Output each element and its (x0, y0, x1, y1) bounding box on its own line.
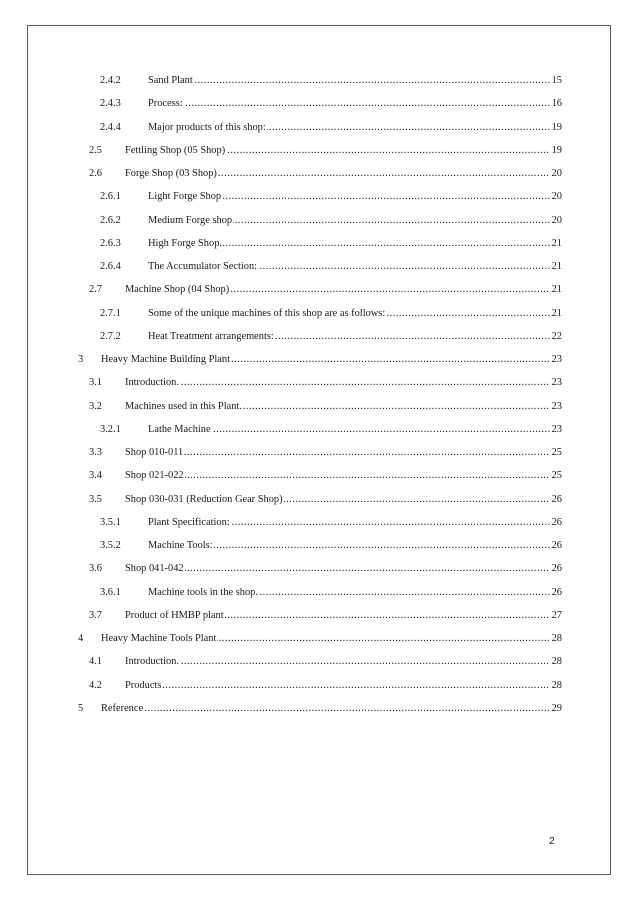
toc-entry-number: 2.6.4 (100, 261, 121, 272)
toc-entry-title: Products (125, 679, 162, 691)
toc-entry[interactable] (78, 516, 562, 539)
toc-entry-title-leader (125, 144, 550, 158)
toc-entry-page: 26 (551, 516, 562, 528)
toc-entry-page: 20 (551, 214, 562, 226)
toc-entry-number: 2.4.3 (100, 98, 121, 110)
toc-entry[interactable] (78, 609, 562, 632)
toc-entry-title: Process: (148, 98, 183, 110)
toc-entry[interactable] (78, 260, 562, 283)
toc-entry-number: 3.2.1 (100, 423, 121, 435)
toc-entry-number: 2.4.2 (100, 75, 121, 86)
toc-entry-title: The Accumulator Section: (148, 261, 258, 272)
toc-entry-title: Introduction. (125, 377, 179, 389)
toc-entry-number: 3.6 (89, 563, 102, 575)
toc-entry-title-leader (148, 214, 550, 228)
toc-entry-page: 23 (551, 400, 562, 412)
toc-entry[interactable] (78, 237, 562, 260)
toc-entry-title-leader (148, 74, 550, 88)
toc-entry[interactable] (78, 655, 562, 678)
toc-entry-number: 2.5 (89, 144, 102, 156)
toc-entry[interactable] (78, 353, 562, 376)
toc-entry[interactable] (78, 446, 562, 469)
toc-entry-title: High Forge Shop (148, 237, 220, 249)
toc-entry[interactable] (78, 400, 562, 423)
toc-entry-title-leader (148, 237, 550, 251)
toc-entry-page: 21 (551, 307, 562, 319)
toc-entry[interactable] (78, 469, 562, 492)
toc-entry-number: 2.4.4 (100, 121, 121, 133)
toc-entry-page: 19 (551, 144, 562, 156)
toc-entry-number: 2.7 (89, 284, 102, 296)
toc-entry-page: 26 (551, 563, 562, 575)
page-number: 2 (549, 835, 555, 847)
toc-entry[interactable] (78, 97, 562, 120)
toc-entry-page: 28 (551, 633, 562, 644)
toc-entry-number: 2.6 (89, 168, 102, 179)
toc-entry-number: 3.2 (89, 400, 102, 412)
toc-entry-number: 3.3 (89, 447, 102, 458)
toc-entry-page: 16 (551, 98, 562, 110)
toc-entry[interactable] (78, 423, 562, 446)
toc-entry-title: Shop 010-011 (125, 447, 184, 458)
toc-entry-title-leader (148, 121, 550, 135)
toc-entry-title: Heavy Machine Tools Plant (101, 633, 217, 644)
toc-entry-page: 26 (551, 540, 562, 551)
toc-entry-title: Machines used in this Plant. (125, 400, 242, 412)
toc-entry-title: Machine tools in the shop. (148, 586, 258, 598)
toc-entry-number: 2.6.2 (100, 214, 121, 226)
toc-entry-title-leader (125, 283, 550, 297)
toc-entry-page: 21 (551, 284, 562, 296)
table-of-contents (78, 74, 562, 725)
toc-entry-title: Heavy Machine Building Plant (101, 354, 230, 365)
toc-entry-page: 26 (551, 586, 562, 598)
toc-entry-title-leader (125, 469, 550, 483)
toc-entry[interactable] (78, 283, 562, 306)
toc-entry-title: Product of HMBP plant (125, 609, 224, 621)
toc-entry[interactable] (78, 493, 562, 516)
toc-entry-number: 2.7.2 (100, 330, 121, 342)
toc-entry-page: 23 (551, 377, 562, 389)
toc-entry-page: 21 (551, 261, 562, 272)
toc-entry-page: 20 (551, 168, 562, 179)
toc-entry-title: Fettling Shop (05 Shop) (125, 144, 226, 156)
toc-entry[interactable] (78, 562, 562, 585)
toc-entry[interactable] (78, 121, 562, 144)
toc-entry-page: 29 (551, 702, 562, 714)
toc-entry-title: Introduction. (125, 656, 179, 668)
toc-entry-title: Medium Forge shop (148, 214, 233, 226)
toc-entry-number: 3.4 (89, 470, 102, 482)
toc-entry-number: 2.7.1 (100, 307, 121, 319)
toc-entry-title: Some of the unique machines of this shop are as follows: (148, 307, 386, 319)
toc-entry-page: 25 (551, 447, 562, 458)
toc-entry-title-leader (148, 586, 550, 600)
toc-entry-title-leader (148, 307, 550, 321)
toc-entry-title-leader (125, 376, 550, 390)
toc-entry-title: Light Forge Shop (148, 191, 222, 203)
toc-entry-title-leader (125, 609, 550, 623)
toc-entry-number: 3.5.1 (100, 516, 121, 528)
toc-entry[interactable] (78, 190, 562, 213)
toc-entry-page: 22 (551, 330, 562, 342)
toc-entry-page: 27 (551, 609, 562, 621)
toc-entry-number: 4.2 (89, 679, 102, 691)
toc-entry[interactable] (78, 307, 562, 330)
toc-entry-page: 26 (551, 493, 562, 505)
toc-entry-number: 5 (78, 702, 84, 714)
toc-entry-title-leader (148, 190, 550, 204)
toc-entry[interactable] (78, 586, 562, 609)
toc-entry-number: 4 (78, 633, 84, 644)
toc-entry[interactable] (78, 330, 562, 353)
toc-entry-title-leader (125, 655, 550, 669)
toc-entry-page: 28 (551, 679, 562, 691)
toc-entry-number: 3.6.1 (100, 586, 121, 598)
toc-entry-title: Machine Shop (04 Shop) (125, 284, 230, 296)
toc-entry-title-leader (148, 330, 550, 344)
toc-entry-title-leader (148, 260, 550, 274)
toc-entry-page: 23 (551, 354, 562, 365)
toc-entry-title: Plant Specification: (148, 516, 230, 528)
toc-entry-page: 19 (551, 121, 562, 133)
toc-entry-title-leader (125, 493, 550, 507)
toc-entry[interactable] (78, 144, 562, 167)
toc-entry-page: 28 (551, 656, 562, 668)
toc-entry-title-leader (125, 167, 550, 181)
toc-entry-number: 3 (78, 354, 84, 365)
toc-entry[interactable] (78, 679, 562, 702)
toc-entry-number: 3.5 (89, 493, 102, 505)
toc-entry-number: 3.5.2 (100, 540, 121, 551)
toc-entry-title-leader (148, 539, 550, 553)
toc-entry[interactable] (78, 167, 562, 190)
toc-entry-page: 15 (551, 75, 562, 86)
toc-entry[interactable] (78, 702, 562, 725)
toc-entry-title: Shop 021-022 (125, 470, 184, 482)
toc-entry-number: 3.1 (89, 377, 102, 389)
toc-entry-page: 20 (551, 191, 562, 203)
toc-entry-title-leader (101, 353, 550, 367)
toc-entry-page: 21 (551, 237, 562, 249)
toc-entry-title: Forge Shop (03 Shop) (125, 168, 217, 179)
toc-entry-title-leader (101, 632, 550, 646)
toc-entry-title-leader (148, 516, 550, 530)
toc-entry-number: 2.6.1 (100, 191, 121, 203)
toc-entry-title-leader (101, 702, 550, 716)
toc-entry-title-leader (125, 679, 550, 693)
toc-entry[interactable] (78, 376, 562, 399)
toc-entry-title: Reference (101, 702, 144, 714)
toc-entry[interactable] (78, 74, 562, 97)
toc-entry-number: 2.6.3 (100, 237, 121, 249)
toc-entry-title: Shop 030-031 (Reduction Gear Shop) (125, 493, 283, 505)
toc-entry-page: 23 (551, 423, 562, 435)
toc-entry[interactable] (78, 214, 562, 237)
toc-entry-number: 4.1 (89, 656, 102, 668)
toc-entry-title: Machine Tools: (148, 540, 213, 551)
toc-entry-title-leader (125, 446, 550, 460)
toc-entry-title-leader (125, 562, 550, 576)
toc-entry-title-leader (125, 400, 550, 414)
toc-entry-title: Lathe Machine (148, 423, 211, 435)
toc-entry-number: 3.7 (89, 609, 102, 621)
toc-entry-page: 25 (551, 470, 562, 482)
toc-entry-title: Sand Plant (148, 75, 193, 86)
toc-entry-title-leader (148, 423, 550, 437)
toc-entry-title: Heat Treatment arrangements: (148, 330, 274, 342)
toc-entry-title: Major products of this shop: (148, 121, 266, 133)
toc-entry-title: Shop 041-042 (125, 563, 184, 575)
toc-entry-title-leader (148, 97, 550, 111)
toc-entry[interactable] (78, 539, 562, 562)
toc-entry[interactable] (78, 632, 562, 655)
